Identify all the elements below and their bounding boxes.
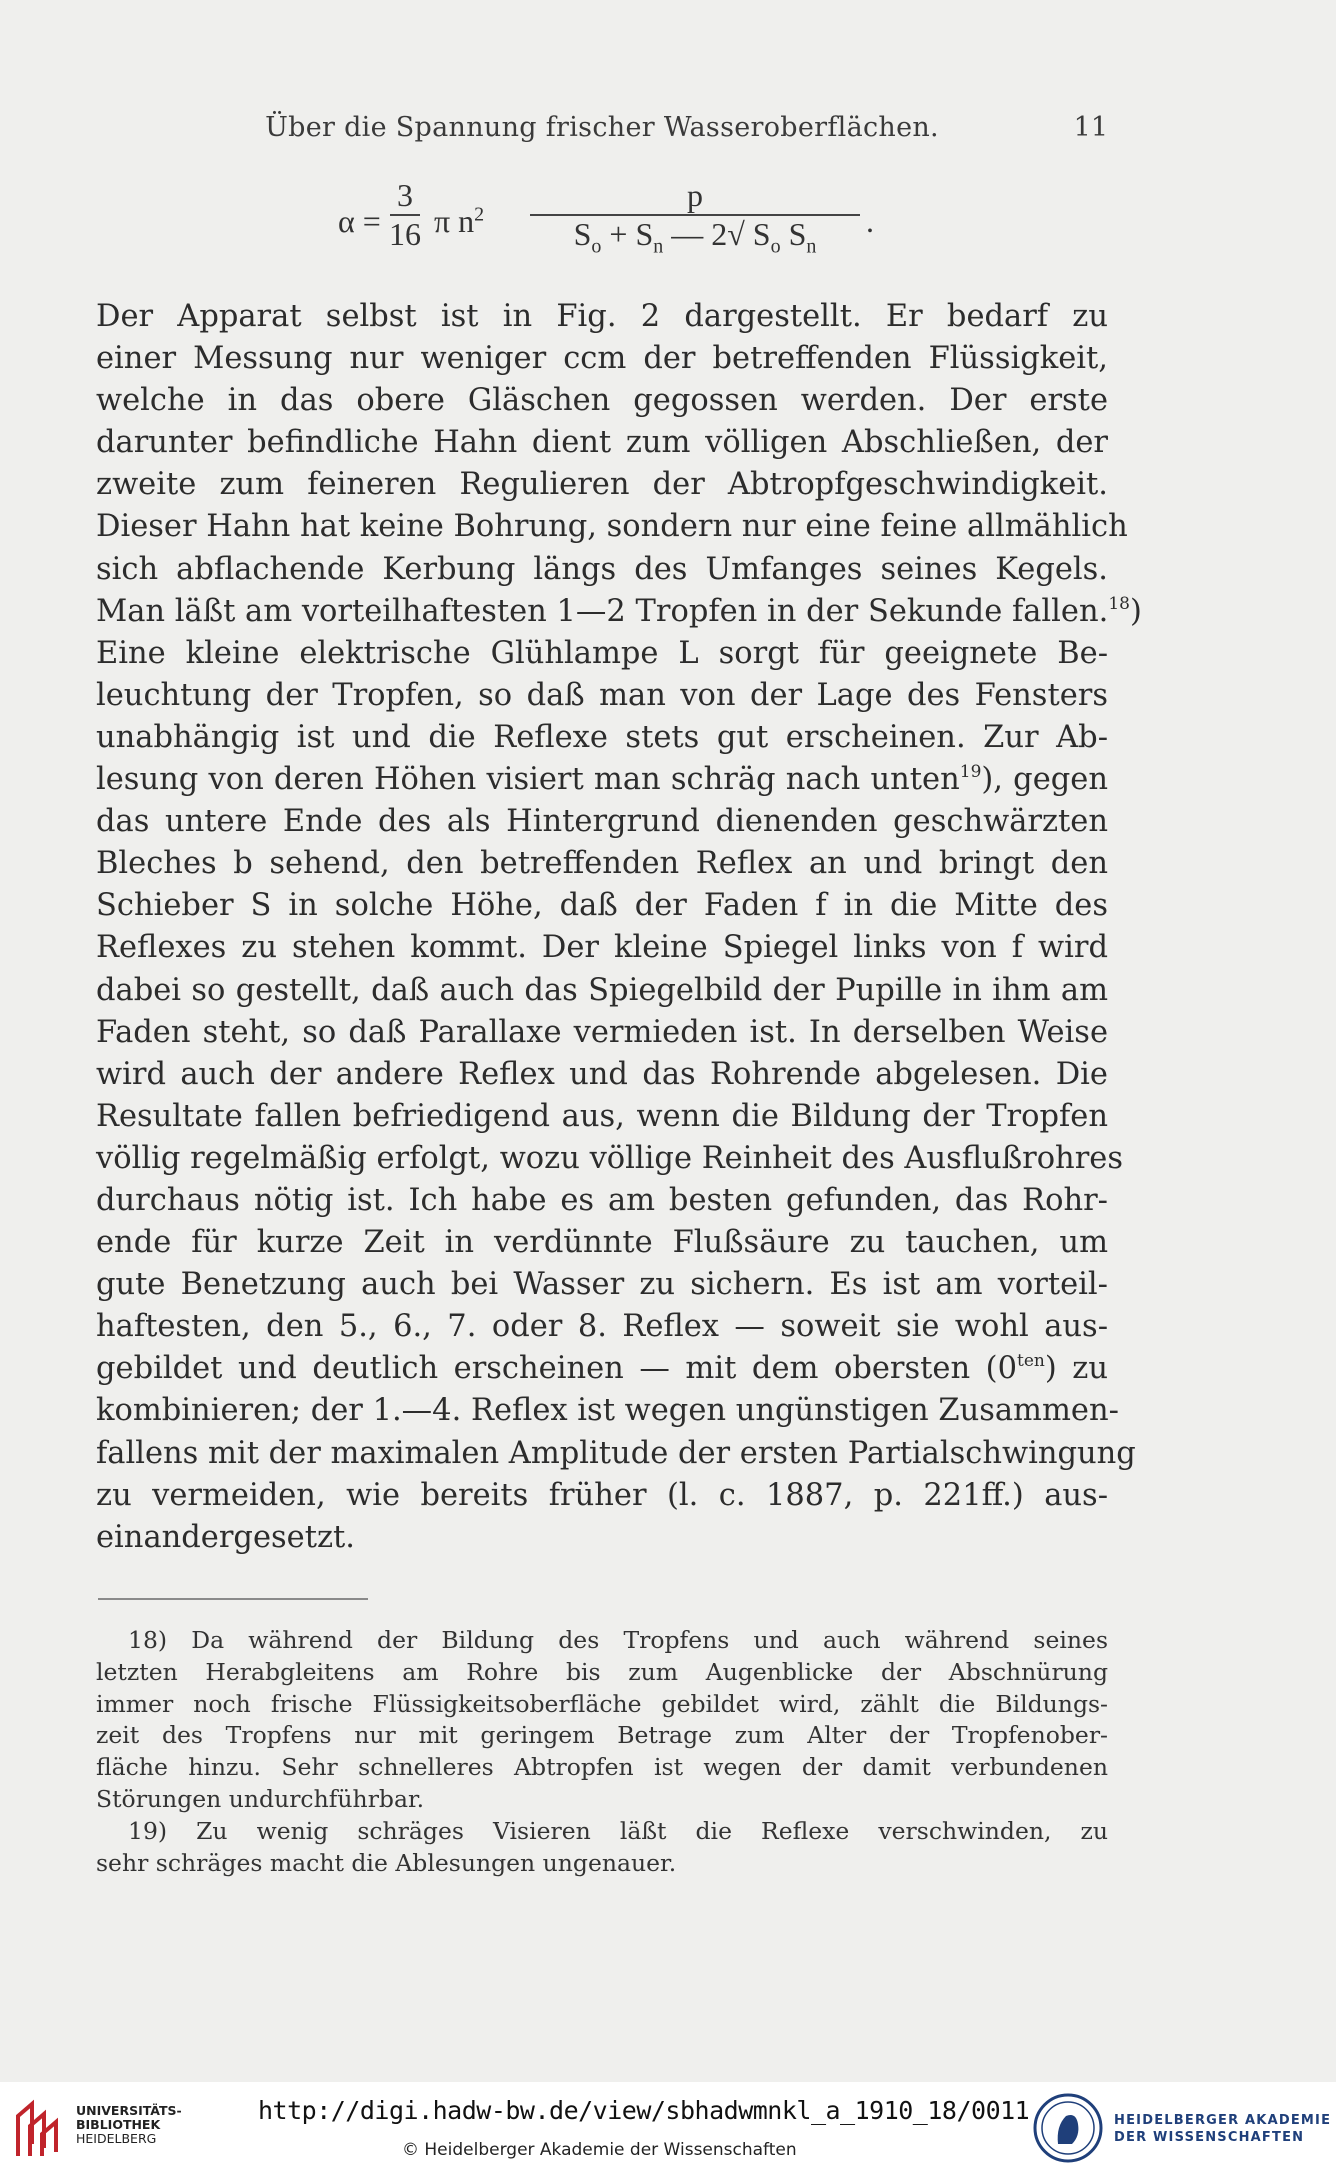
footnote-18-line: 18) Da während der Bildung des Tropfens und auch während seines: [128, 1626, 1108, 1654]
text-line: zu vermeiden, wie bereits früher (l. c. 1887, p. 221ff.) aus-: [96, 1477, 1108, 1513]
page-header: [96, 112, 1108, 156]
text-segment: ) zu: [1044, 1351, 1109, 1387]
text-segment: ): [1129, 593, 1142, 629]
text-line: durchaus nötig ist. Ich habe es am besten gefunden, das Rohr-: [96, 1182, 1108, 1218]
text-line: völlig regelmäßig erfolgt, wozu völlige Reinheit des Ausflußrohres: [96, 1140, 1123, 1176]
text-line: Reflexes zu stehen kommt. Der kleine Spiegel links von f wird: [96, 930, 1108, 966]
text-line: einandergesetzt.: [96, 1519, 355, 1555]
formula-fraction-3-16: [388, 177, 422, 253]
pi-n: π n: [434, 203, 475, 239]
text-line: Dieser Hahn hat keine Bohrung, sondern nur eine feine allmählich: [96, 509, 1128, 545]
ub-line: UNIVERSITÄTS-: [76, 2103, 182, 2118]
text-line: darunter befindliche Hahn dient zum völligen Abschließen, der: [96, 425, 1108, 461]
den-sub: o: [591, 235, 602, 258]
text-segment: Man läßt am vorteilhaftesten 1—2 Tropfen in der Sekunde fallen.: [96, 593, 1109, 629]
den-part: + S: [601, 216, 654, 252]
den-sub: o: [770, 235, 781, 258]
superscript-ten: ten: [1016, 1351, 1045, 1372]
digitization-banner: [0, 2082, 1336, 2174]
text-segment: lesung von deren Höhen visiert man schräg nach unten: [96, 762, 960, 798]
university-library-logo-icon: [12, 2098, 66, 2160]
footnote-19-line: 19) Zu wenig schräges Visieren läßt die Reflexe verschwinden, zu: [128, 1816, 1108, 1845]
text-segment: gebildet und deutlich erscheinen — mit dem obersten (0: [96, 1351, 1017, 1387]
text-line: unabhängig ist und die Reflexe stets gut erscheinen. Zur Ab-: [96, 719, 1108, 755]
footnote-18-line: fläche hinzu. Sehr schnelleres Abtropfen ist wegen der damit verbundenen: [96, 1753, 1108, 1782]
ub-line: BIBLIOTHEK: [76, 2117, 161, 2132]
text-line: leuchtung der Tropfen, so daß man von der Lage des Fensters: [96, 677, 1108, 713]
footnote-18-line: letzten Herabgleitens am Rohre bis zum Augenblicke der Abschnürung: [96, 1657, 1108, 1686]
source-url-link[interactable]: http://digi.hadw-bw.de/view/sbhadwmnkl_a_1910_18/0011: [258, 2096, 1030, 2125]
formula-pi-n-squared: [434, 203, 484, 240]
den-part: S: [780, 216, 807, 252]
page-number: 11: [1073, 112, 1108, 143]
den-part: S: [573, 216, 592, 252]
formula-fraction-p: [530, 177, 860, 258]
text-line: zweite zum feineren Regulieren der Abtropfgeschwindigkeit.: [96, 467, 1108, 503]
running-title: Über die Spannung frischer Wasseroberflächen.: [265, 112, 939, 143]
fraction-denominator: 16: [389, 216, 421, 252]
text-line: Eine kleine elektrische Glühlampe L sorgt für geeignete Be-: [96, 635, 1108, 671]
text-line: Faden steht, so daß Parallaxe vermieden ist. In derselben Weise: [96, 1014, 1108, 1050]
text-line: Resultate fallen befriedigend aus, wenn die Bildung der Tropfen: [96, 1098, 1108, 1134]
text-line: welche in das obere Gläschen gegossen werden. Der erste: [96, 383, 1108, 419]
den-part: — 2√ S: [663, 216, 771, 252]
footnote-ref-18: 18: [1108, 593, 1130, 614]
text-line: das untere Ende des als Hintergrund dienenden geschwärzten: [96, 804, 1108, 840]
body-text: [96, 296, 1142, 1559]
formula: [330, 175, 890, 285]
footnote-separator: [98, 1598, 368, 1600]
text-line: [96, 1348, 1108, 1390]
university-library-name: [76, 2104, 182, 2146]
footnote-19-line: sehr schräges macht die Ablesungen ungenauer.: [96, 1848, 677, 1877]
copyright-notice: © Heidelberger Akademie der Wissenschaften: [402, 2140, 797, 2160]
text-line: haftesten, den 5., 6., 7. oder 8. Reflex — soweit sie wohl aus-: [96, 1309, 1108, 1345]
academy-seal-icon: [1032, 2092, 1104, 2164]
text-line: Der Apparat selbst ist in Fig. 2 dargestellt. Er bedarf zu: [96, 299, 1108, 334]
formula-end: .: [866, 203, 874, 239]
text-line: [96, 591, 1142, 633]
text-line: einer Messung nur weniger ccm der betreffenden Flüssigkeit,: [96, 341, 1108, 377]
formula-lhs: α =: [338, 203, 381, 239]
academy-line: DER WISSENSCHAFTEN: [1114, 2130, 1305, 2145]
text-line: dabei so gestellt, daß auch das Spiegelbild der Pupille in ihm am: [96, 972, 1108, 1008]
text-line: Bleches b sehend, den betreffenden Reflex an und bringt den: [96, 846, 1108, 882]
academy-line: HEIDELBERGER AKADEMIE: [1114, 2113, 1332, 2128]
footnote-18-line: zeit des Tropfens nur mit geringem Betrage zum Alter der Tropfenober-: [96, 1721, 1108, 1750]
footnote-ref-19: 19: [959, 762, 982, 783]
footnote-18-line: immer noch frische Flüssigkeitsoberfläche gebildet wird, zählt die Bildungs-: [96, 1689, 1108, 1718]
text-line: gute Benetzung auch bei Wasser zu sichern. Es ist am vorteil-: [96, 1267, 1108, 1303]
text-line: fallens mit der maximalen Amplitude der ersten Partialschwingung: [96, 1435, 1136, 1471]
text-line: kombinieren; der 1.—4. Reflex ist wegen ungünstigen Zusammen-: [96, 1393, 1119, 1429]
footnote-18-line: Störungen undurchführbar.: [96, 1784, 425, 1813]
text-line: ende für kurze Zeit in verdünnte Flußsäure zu tauchen, um: [96, 1225, 1108, 1261]
fraction-numerator: 3: [397, 177, 413, 213]
footnotes: [96, 1625, 1108, 1879]
fraction-numerator-p: p: [687, 177, 703, 213]
text-line: wird auch der andere Reflex und das Rohrende abgelesen. Die: [96, 1056, 1108, 1092]
exponent: 2: [474, 203, 485, 226]
den-sub: n: [806, 235, 817, 258]
text-line: [96, 759, 1108, 801]
academy-name: [1114, 2112, 1331, 2146]
ub-line: HEIDELBERG: [76, 2131, 157, 2146]
text-line: Schieber S in solche Höhe, daß der Faden f in die Mitte des: [96, 888, 1108, 924]
den-sub: n: [653, 235, 664, 258]
text-segment: ), gegen: [981, 762, 1108, 798]
text-line: sich abflachende Kerbung längs des Umfanges seines Kegels.: [96, 551, 1108, 587]
fraction-denominator-s: [530, 216, 860, 258]
